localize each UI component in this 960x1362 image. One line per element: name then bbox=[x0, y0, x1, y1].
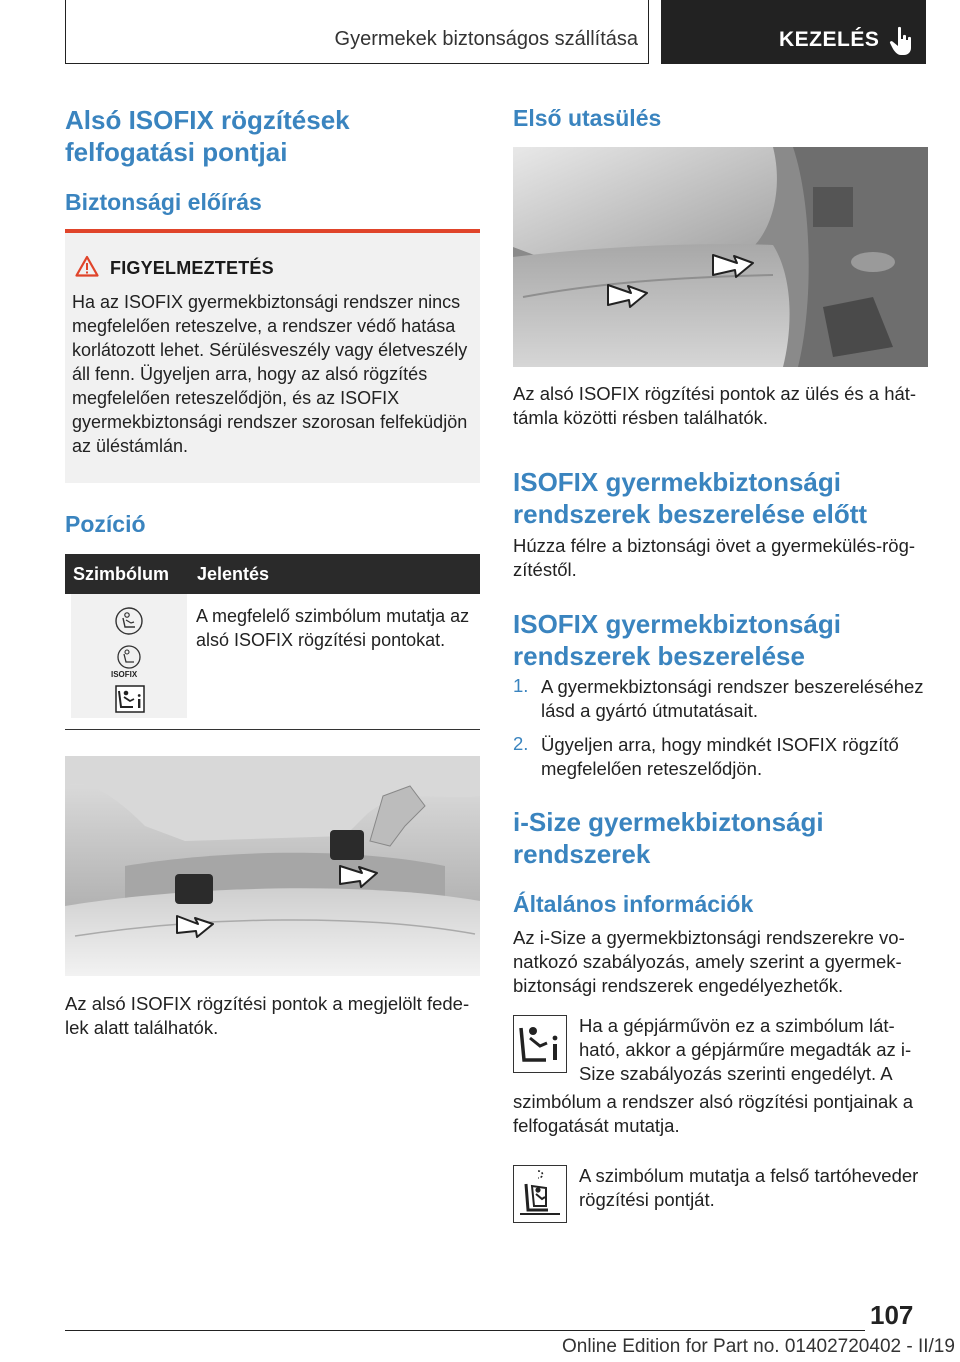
isize-symbol-text-b: szimbólum a rendszer alsó rögzítési pontjainak a felfogatását mutatja. bbox=[513, 1091, 913, 1136]
edition-text: Online Edition for Part no. 01402720402 - II/19 bbox=[562, 1336, 955, 1357]
table-bottom-rule bbox=[65, 729, 480, 730]
page-number: 107 bbox=[870, 1300, 914, 1330]
isofix-anchors-heading: Alsó ISOFIX rögzítések felfogatási pontjai bbox=[65, 105, 350, 167]
isize-symbol-text-a: Ha a gépjárművön ez a szimbólum látható, akkor a gépjárműre megadták az i-Size szabályozás szerinti engedélyt. A bbox=[579, 1015, 912, 1084]
hand-pointer-icon bbox=[889, 26, 915, 56]
section-tab-label: KEZELÉS bbox=[779, 28, 880, 51]
top-tether-text: A szimbólum mutatja a felső tartóheveder rögzítési pontját. bbox=[579, 1165, 919, 1210]
symbol-cell bbox=[71, 594, 187, 718]
isofix-text-label: ISOFIX bbox=[111, 670, 138, 679]
front-seat-caption: Az alsó ISOFIX rögzítési pontok az ülés és a háttámla közötti résben találhatók. bbox=[513, 383, 917, 428]
warning-box bbox=[65, 229, 480, 483]
warning-triangle-icon bbox=[75, 255, 99, 277]
before-install-heading: ISOFIX gyermekbiztonsági rendszerek beszerelése előtt bbox=[513, 467, 868, 529]
safety-heading: Biztonsági előírás bbox=[65, 189, 262, 215]
before-install-text: Húzza félre a biztonsági övet a gyermekülés-rögzítéstől. bbox=[513, 535, 916, 580]
rear-seat-caption: Az alsó ISOFIX rögzítési pontok a megjelölt fedelek alatt találhatók. bbox=[65, 993, 470, 1038]
step-1-text: A gyermekbiztonsági rendszer beszereléséhez lásd a gyártó útmutatásait. bbox=[541, 676, 924, 721]
front-seat-photo bbox=[513, 147, 928, 367]
position-heading: Pozíció bbox=[65, 511, 146, 537]
table-col-meaning: Jelentés bbox=[197, 564, 270, 584]
child-seat-isofix-icon bbox=[116, 644, 142, 670]
install-heading: ISOFIX gyermekbiztonsági rendszerek beszerelése bbox=[513, 609, 841, 671]
isize-seat-icon bbox=[514, 1016, 566, 1072]
warning-label: FIGYELMEZTETÉS bbox=[110, 258, 274, 278]
step-1-number: 1. bbox=[513, 675, 529, 696]
isize-heading: i-Size gyermekbiztonsági rendszerek bbox=[513, 807, 824, 869]
top-tether-symbol-box bbox=[513, 1165, 567, 1223]
rear-seat-photo bbox=[65, 756, 480, 976]
symbol-meaning-text: A megfelelő szimbólum mutatja az alsó ISOFIX rögzítési pontokat. bbox=[196, 606, 470, 650]
footer-rule bbox=[65, 1330, 865, 1331]
isize-seat-icon bbox=[115, 685, 145, 713]
warning-text: Ha az ISOFIX gyermekbiztonsági rendszer nincs megfelelően reteszelve, a rendszer védő hatása korlátozott lehet. Sérülésveszély vagy életveszély áll fenn. Ügyeljen arra, hogy az alsó rögzítés megfelelően reteszelődjön, és az ISOFIX gyermekbiztonsági rendszer szorosan felfeküdjön az üléstámlán. bbox=[72, 292, 468, 456]
step-2-number: 2. bbox=[513, 733, 529, 754]
table-col-symbol: Szimbólum bbox=[73, 564, 170, 584]
section-tab[interactable] bbox=[661, 0, 926, 64]
chapter-title: Gyermekek biztonságos szállítása bbox=[334, 28, 638, 50]
top-tether-icon bbox=[514, 1166, 566, 1222]
symbol-table-header bbox=[65, 554, 480, 594]
isize-symbol-box bbox=[513, 1015, 567, 1073]
general-info-heading: Általános információk bbox=[513, 891, 754, 917]
step-2-text: Ügyeljen arra, hogy mindkét ISOFIX rögzítő megfelelően reteszelődjön. bbox=[541, 734, 899, 779]
front-seat-heading: Első utasülés bbox=[513, 105, 662, 131]
child-seat-icon bbox=[114, 606, 144, 636]
general-info-text: Az i-Size a gyermekbiztonsági rendszerekre vonatkozó szabályozás, amely szerint a gyermekbiztonsági rendszerek engedélyezhetők. bbox=[513, 927, 905, 996]
